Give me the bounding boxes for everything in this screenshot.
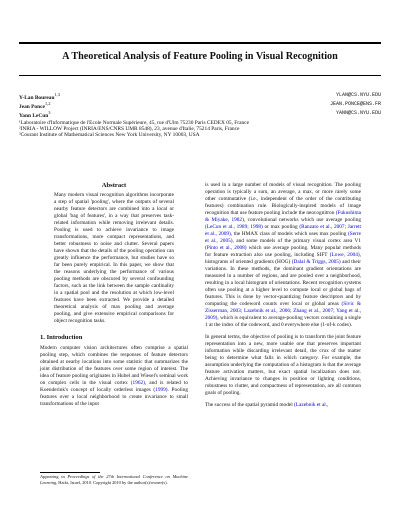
author-email[interactable]: YANN@CS.NYU.EDU (335, 109, 381, 116)
footnote-rule (40, 472, 100, 473)
author-block (19, 92, 381, 138)
citation-link[interactable]: (Pinto et al., 2008) (205, 245, 247, 251)
author-row (19, 92, 381, 101)
citation-link[interactable]: (Ranzato et al., 2007; Jarrett et al., 2009) (205, 224, 362, 237)
author-row (19, 101, 381, 110)
author-email[interactable]: JEAN.PONCE@ENS.FR (329, 100, 381, 107)
citation-link[interactable]: (Fukushima & Miyake, 1982) (205, 210, 361, 223)
abstract-text: Many modern visual recognition algorithms incorporate a step of spatial 'pooling', where the outputs of several nearby feature detectors are combined into a local or global 'bag of features', in a way that preserves task-related information while removing irrelevant details. Pooling is used to achieve invariance to image transformations, more compact representations, and better robustness to noise and clutter. Several papers have shown that the details of the pooling operation can greatly influence the performance, but studies have so far been purely empirical. In this paper, we show that the reasons underlying the performance of various pooling methods are obscured by several confounding factors, such as the link between the sample cardinality in a spatial pool and the resolution at which low-level features have been extracted. We provide a detailed theoretical analysis of max pooling and average pooling, and give extensive empirical comparisons for object recognition tasks. (54, 192, 174, 324)
citation-link[interactable]: (1962) (130, 380, 145, 386)
citation-link[interactable]: (Lazebnik et al., (294, 402, 329, 408)
title-bottom-rule (19, 75, 381, 76)
citation-link[interactable]: (Lowe, 2004) (329, 252, 360, 258)
author-email[interactable]: YLAN@CS.NYU.EDU (335, 92, 381, 98)
citation-link[interactable]: (Serre et al., 2005) (205, 231, 361, 244)
title-top-rule (19, 42, 381, 44)
author-name: Yann LeCun$^3$ (19, 109, 51, 119)
citation-link[interactable]: (Dalal & Triggs, 2005) (291, 259, 341, 265)
section-heading-introduction: 1. Introduction (40, 334, 83, 341)
affiliation: ³Courant Institute of Mathematical Sciences New York University, NY 10003, USA (19, 131, 200, 138)
left-column (40, 182, 188, 408)
body-paragraph: is used in a large number of models of visual recognition. The pooling operation is typically a sum, an average, a max, or more rarely some other commutative (i.e., independent of the order of the contributing features) combination rule. Biologically-inspired models of image recognition that use feature pooling include the neocognitron (Fukushima & Miyake, 1982), convolutional networks which use average pooling (LeCun et al., 1989; 1998) or max pooling (Ranzato et al., 2007; Jarrett et al., 2009), the HMAX class of models which uses max pooling (Serre et al., 2005), and some models of the primary visual cortex area V1 (Pinto et al., 2008) which use average pooling. Many popular methods for feature extraction also use pooling, including SIFT (Lowe, 2004), histograms of oriented gradients (HOG) (Dalal & Triggs, 2005) and their variations. In these methods, the dominant gradient orientations are measured in a number of regions, and are pooled over a neighborhood, resulting in a local histogram of orientations. Recent recognition systems often use pooling at a higher level to compute local or global bags of features. This is done by vector-quantizing feature descriptors and by computing the codeword counts over local or global areas (Sivic & Zisserman, 2003; Lazebnik et al., 2006; Zhang et al., 2007; Yang et al., 2009), which is equivalent to average-pooling vectors containing a single 1 at the index of the codeword, and 0 everywhere else (1-of-k codes). (205, 182, 362, 328)
intro-paragraph: Modern computer vision architectures often comprise a spatial pooling step, which combines the responses of feature detectors obtained at nearby locations into some statistic that summarizes the joint distribution of the features over some region of interest. The idea of feature pooling originates in Hubel and Wiesel's seminal work on complex cells in the visual cortex (1962), and is related to Koenderink's concept of locally orderless images (1999). Pooling features over a local neighborhood to create invariance to small transformations of the input (40, 345, 188, 407)
citation-link[interactable]: (1999) (153, 387, 168, 393)
author-name: Y-Lan Boureau$^{1,3}$ (19, 92, 61, 101)
body-paragraph: The success of the spatial pyramid model (Lazebnik et al., (205, 402, 329, 408)
footnote: Appearing in Proceedings of the 27th International Conference on Machine Learning, Haifa, Israel, 2010. Copyright 2010 by the author(s)/owner(s). (40, 474, 188, 485)
author-row (19, 110, 381, 119)
affiliation: ¹Laboratoire d'Informatique de l'Ecole Normale Supérieure, 45, rue d'Ulm 75230 Paris CEDEX 05, France (19, 119, 249, 126)
citation-link[interactable]: (Sivic & Zisserman, 2003; Lazebnik et al., 2006; Zhang et al., 2007; Yang et al., 2009) (205, 301, 361, 321)
affiliation: ²INRIA - WILLOW Project (INRIA/ENS/CNRS UMR 8548), 23, avenue d'Italie, 75214 Paris, France (19, 125, 240, 132)
body-paragraph: In general terms, the objective of pooling is to transform the joint feature representation into a new, more usable one that preserves important information while discarding irrelevant detail, the crux of the matter being to determine what falls in which category. For example, the assumption underlying the computation of a histogram is that the average feature activation matters, but exact spatial localization does not. Achieving invariance to changes in position or lighting conditions, robustness to clutter, and compactness of representation, are all common goals of pooling. (205, 334, 361, 396)
right-column (205, 182, 361, 409)
abstract-heading: Abstract (101, 182, 127, 189)
citation-link[interactable]: (LeCun et al., 1989; 1998) (205, 224, 263, 230)
paper-title: A Theoretical Analysis of Feature Pooling in Visual Recognition (62, 51, 338, 62)
affiliations (19, 120, 381, 138)
author-name: Jean Ponce$^{1,2}$ (19, 100, 51, 110)
